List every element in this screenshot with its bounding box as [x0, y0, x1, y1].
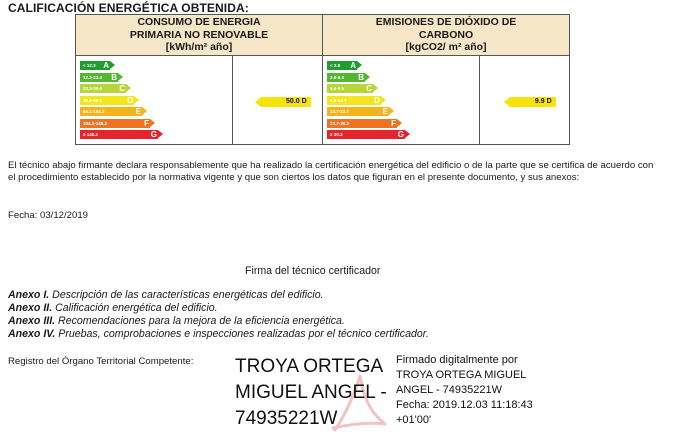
signer-name — [235, 354, 387, 432]
signature-details — [396, 353, 533, 428]
consumo-title-line2: PRIMARIA NO RENOVABLE — [129, 28, 269, 41]
annex-item: Anexo III. Recomendaciones para la mejora de la eficiencia energética. — [8, 315, 345, 327]
consumo-scale-range: < 12.3 — [83, 63, 96, 68]
consumo-scale-range: 23.3-39.0 — [83, 86, 103, 91]
emisiones-scale-letter: D — [374, 95, 380, 105]
emisiones-header — [323, 15, 570, 56]
consumo-scale-bar-a — [80, 61, 110, 70]
consumo-scale — [76, 56, 233, 145]
registry-label: Registro del Órgano Territorial Competente: — [8, 356, 194, 367]
consumo-title-unit: [kWh/m² año] — [165, 41, 233, 54]
consumo-value-marker: 50.0 D — [261, 97, 311, 107]
consumo-scale-range: 39.0-65.1 — [83, 97, 103, 103]
consumo-scale-range: ≥ 148.2 — [83, 132, 98, 137]
emisiones-scale-letter: F — [391, 118, 396, 128]
emisiones-scale-letter: C — [366, 84, 372, 93]
section-heading: CALIFICACIÓN ENERGÉTICA OBTENIDA: — [8, 1, 249, 15]
signer-name-line3: 74935221W — [235, 408, 338, 429]
emisiones-scale-letter: E — [382, 107, 388, 116]
consumo-scale-bar-e — [80, 107, 142, 116]
emisiones-scale-letter: A — [350, 61, 356, 70]
signature-detail-line: ANGEL - 74935221W — [396, 384, 502, 396]
signer-name-line1: TROYA ORTEGA — [235, 356, 384, 377]
annex-item: Anexo II. Calificación energética del edificio. — [8, 302, 218, 314]
consumo-scale-letter: B — [111, 72, 117, 82]
emisiones-scale-range: 14.7-23.7 — [330, 109, 350, 114]
consumo-scale-letter: D — [127, 95, 133, 105]
emisiones-scale-bar-f — [327, 119, 397, 128]
emisiones-scale-range: 6.4-9.5 — [330, 86, 345, 91]
consumo-scale-letter: E — [135, 107, 141, 116]
emisiones-scale-bar-e — [327, 107, 389, 116]
emisiones-scale-bar-a — [327, 61, 357, 70]
emisiones-title-line2: CARBONO — [418, 28, 474, 41]
signature-detail-line: TROYA ORTEGA MIGUEL — [396, 369, 527, 381]
emisiones-value-cell — [479, 56, 569, 145]
emisiones-title-line1: EMISIONES DE DIÓXIDO DE — [375, 16, 517, 29]
signature-detail-line: +01'00' — [396, 414, 432, 426]
signature-detail-line: Firmado digitalmente por — [396, 354, 518, 366]
certificate-date: Fecha: 03/12/2019 — [8, 210, 89, 221]
annex-item: Anexo IV. Pruebas, comprobaciones e inspecciones realizadas por el técnico certificador. — [8, 328, 429, 340]
emisiones-scale-bar-g — [327, 130, 405, 139]
signature-caption: Firma del técnico certificador — [245, 265, 381, 277]
emisiones-title-unit: [kgCO2/ m² año] — [405, 41, 487, 54]
consumo-scale-letter: F — [144, 118, 149, 128]
consumo-scale-letter: C — [119, 84, 125, 93]
consumo-scale-bar-d — [80, 96, 134, 105]
consumo-scale-bar-f — [80, 119, 150, 128]
emisiones-scale-letter: B — [358, 72, 364, 82]
emisiones-scale-range: 23.7-30.3 — [330, 120, 350, 126]
emisiones-value-marker: 9.9 D — [510, 97, 556, 107]
emisiones-scale-bar-c — [327, 84, 373, 93]
emisiones-scale-letter: G — [397, 130, 404, 139]
emisiones-scale-bar-d — [327, 96, 381, 105]
emisiones-scale-bar-b — [327, 73, 365, 82]
consumo-scale-bar-g — [80, 130, 158, 139]
emisiones-scale-range: < 2.8 — [330, 63, 341, 68]
consumo-scale-range: 104.2-148.2 — [83, 120, 108, 126]
consumo-scale-range: 65.1-104.2 — [83, 109, 105, 114]
annex-item: Anexo I. Descripción de las características energéticas del edificio. — [8, 289, 324, 301]
consumo-value-cell — [232, 56, 322, 145]
emisiones-scale-range: 9.5-14.7 — [330, 97, 347, 103]
consumo-scale-letter: G — [150, 130, 157, 139]
emisiones-scale-range: 2.8-6.4 — [330, 74, 345, 80]
signature-detail-line: Fecha: 2019.12.03 11:18:43 — [396, 399, 533, 411]
signer-name-line2: MIGUEL ANGEL - — [235, 382, 387, 403]
consumo-scale-range: 12.3-23.3 — [83, 74, 103, 80]
consumo-scale-bar-b — [80, 73, 118, 82]
consumo-title-line1: CONSUMO DE ENERGIA — [137, 16, 261, 29]
consumo-header — [76, 15, 323, 56]
emisiones-scale-range: ≥ 30.3 — [330, 132, 343, 137]
emisiones-scale — [323, 56, 480, 145]
energy-rating-table — [75, 14, 570, 145]
consumo-scale-letter: A — [103, 61, 109, 70]
consumo-scale-bar-c — [80, 84, 126, 93]
certification-statement: El técnico abajo firmante declara responsablemente que ha realizado la certificación energética del edificio o de la parte que se certifica de acuerdo con el procedimiento establecido por la normativa vigente y que son ciertos los datos que figuran en el presente documento, y sus anexos: — [8, 160, 654, 183]
